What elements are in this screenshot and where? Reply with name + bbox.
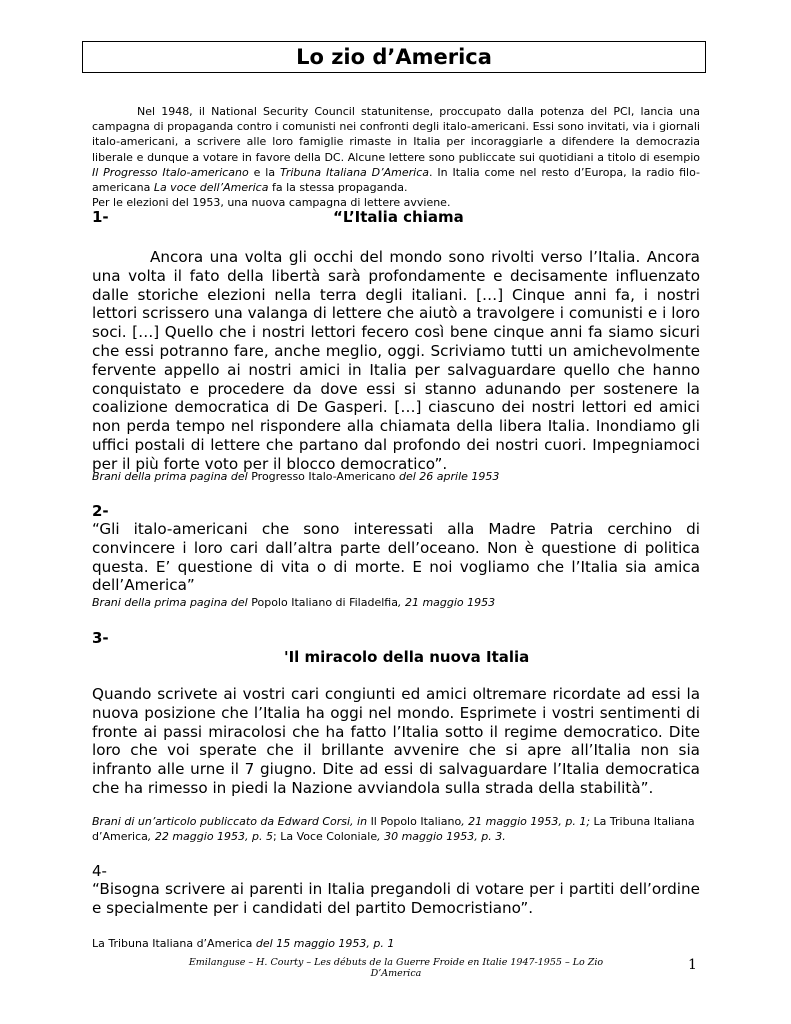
section-number-3: 3- <box>92 629 109 647</box>
section-number-4: 4- <box>92 862 107 880</box>
section-number-2: 2- <box>92 502 109 520</box>
section-heading-1: “L’Italia chiama <box>333 208 464 226</box>
section-source-4: La Tribuna Italiana d’America del 15 maggio 1953, p. 1 <box>92 937 395 950</box>
title-box <box>82 41 706 73</box>
section-source-2: Brani della prima pagina del Popolo Italiano di Filadelfia, 21 maggio 1953 <box>92 596 496 609</box>
section-body-1: Ancora una volta gli occhi del mondo sono rivolti verso l’Italia. Ancora una volta il fato della libertà sarà profondamente e decisamente influenzato dalle storiche elezioni nella terra degli italiani. […] Cinque anni fa, i nostri lettori scrissero una valanga di lettere che aiutò a travolgere i comunisti e i loro soci. […] Quello che i nostri lettori fecero così bene cinque anni fa siamo sicuri che essi potranno fare, anche meglio, oggi. Scriviamo tutti un amichevolmente fervente appello ai nostri amici in Italia per salvaguardare quello che hanno conquistato e procedere da dove essi si stanno adunando per sostenere la coalizione democratica di De Gasperi. […] ciascuno dei nostri lettori ed amici non perda tempo nel rispondere alla chiamata della libera Italia. Inondiamo gli uffici postali di lettere che partano dal profondo dei nostri cuori. Impegniamoci per il più forte voto per il blocco democratico”. <box>92 248 700 473</box>
page-title: Lo zio d’America <box>296 45 492 69</box>
intro <box>92 104 700 210</box>
intro-paragraph: Nel 1948, il National Security Council statunitense, proccupato dalla potenza del PCI, lancia una campagna di propaganda contro i comunisti nei confronti degli italo-americani. Essi sono invitati, via i giornali italo-americani, a scrivere alle loro famiglie rimaste in Italia per incoraggiarle a difendere la democrazia liberale e dunque a votare in favore della DC. Alcune lettere sono publiccate sui quotidiani a titolo di esempio Il Progresso Italo-americano e la Tribuna Italiana D’America. In Italia come nel resto d’Europa, la radio filo-americana La voce dell’America fa la stessa propaganda. <box>92 105 701 195</box>
section-body-3: Quando scrivete ai vostri cari congiunti ed amici oltremare ricordate ad essi la nuova posizione che l’Italia ha oggi nel mondo. Esprimete i vostri sentimenti di fronte ai passi miracolosi che ha fatto l’Italia sotto il regime democratico. Dite loro che voi sperate che il brillante avvenire che si apre all’Italia non sia infranto alle urne il 7 giugno. Dite ad essi di salvaguardare l’Italia democratica che ha rimesso in piedi la Nazione avviandola sulla strada della stabilità”. <box>92 685 700 797</box>
page-footer: Emilanguse – H. Courty – Les débuts de la Guerre Froide en Italie 1947-1955 – Lo Zio D’America <box>188 957 604 979</box>
section-number-1: 1- <box>92 208 109 226</box>
intro-paragraph-2: Per le elezioni del 1953, una nuova campagna di lettere avviene. <box>92 196 451 210</box>
section-source-3: Brani di un’articolo publiccato da Edward Corsi, in Il Popolo Italiano, 21 maggio 1953, p. 1; La Tribuna Italiana d’America, 22 maggio 1953, p. 5; La Voce Coloniale, 30 maggio 1953, p. 3. <box>92 815 695 843</box>
section-source-1: Brani della prima pagina del Progresso Italo-Americano del 26 aprile 1953 <box>92 470 500 483</box>
section-heading-3: 'Il miracolo della nuova Italia <box>284 648 530 666</box>
section-body-2: “Gli italo-americani che sono interessati alla Madre Patria cerchino di convincere i loro cari dall’altra parte dell’oceano. Non è questione di politica questa. E’ questione di vita o di morte. E noi vogliamo che l’Italia sia amica dell’America” <box>92 520 700 595</box>
section-body-4: “Bisogna scrivere ai parenti in Italia pregandoli di votare per i partiti dell’ordine e specialmente per i candidati del partito Democristiano”. <box>92 880 700 917</box>
page-number: 1 <box>688 957 697 973</box>
